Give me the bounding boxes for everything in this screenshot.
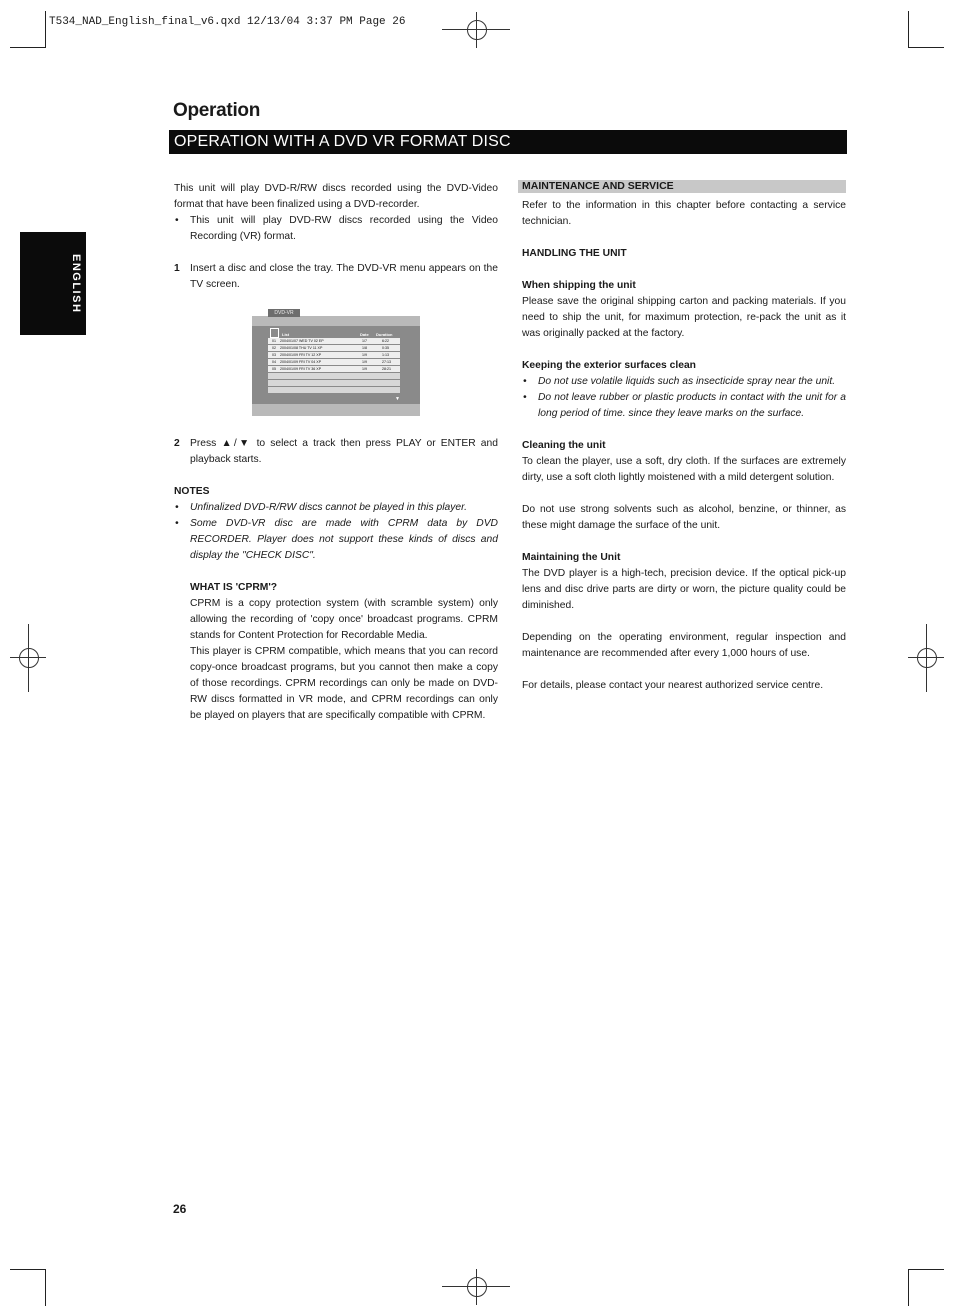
- list-item: • This unit will play DVD-RW discs recorded using the Video Recording (VR) format.: [175, 215, 498, 242]
- step-text: Insert a disc and close the tray. The DVD-VR menu appears on the TV screen.: [190, 263, 498, 290]
- screen-list-label: List: [282, 332, 290, 337]
- page-number: 26: [173, 1202, 187, 1216]
- list-item: • Do not leave rubber or plastic products in contact with the unit for a long period of time. since they leave marks on the surface.: [523, 392, 846, 419]
- shipping-heading: When shipping the unit: [522, 280, 636, 291]
- note-text: Some DVD-VR disc are made with CPRM data by DVD RECORDER. Player does not support these kinds of discs and display the "CHECK DISC".: [190, 518, 498, 561]
- list-item: • Do not use volatile liquids such as insecticide spray near the unit.: [523, 376, 836, 387]
- screen-col-date: Date: [360, 332, 369, 337]
- exterior-heading: Keeping the exterior surfaces clean: [522, 360, 696, 371]
- cleaning-paragraph: Do not use strong solvents such as alcohol, benzine, or thinner, as these might damage the surface of the unit.: [522, 504, 846, 531]
- language-tab-label: ENGLISH: [70, 254, 82, 314]
- chapter-bar: OPERATION WITH A DVD VR FORMAT DISC: [169, 130, 847, 154]
- crop-mark: [45, 1269, 46, 1306]
- dvd-vr-menu-screenshot: [252, 310, 420, 416]
- screen-col-duration: Duration: [376, 332, 393, 337]
- right-column: [522, 180, 846, 694]
- bullet-text: This unit will play DVD-RW discs recorded using the Video Recording (VR) format.: [190, 215, 498, 242]
- screen-row: 03 2004/01/09 FRI TV 12 XP 1/9 1:13: [268, 352, 400, 358]
- intro-paragraph: This unit will play DVD-R/RW discs recorded using the DVD-Video format that have been finalized using a DVD-recorder.: [174, 183, 498, 210]
- maintenance-intro: Refer to the information in this chapter before contacting a service technician.: [522, 200, 846, 227]
- screen-row: 04 2004/01/09 FRI TV 04 XP 1/9 27:13: [268, 359, 400, 365]
- left-column-lower: [174, 436, 498, 724]
- crop-mark: [908, 1269, 909, 1306]
- step-2: [174, 436, 498, 468]
- bullet-text: Do not use volatile liquids such as insecticide spray near the unit.: [538, 376, 836, 387]
- step-number: 1: [174, 263, 180, 274]
- list-item: • Unfinalized DVD-R/RW discs cannot be played in this player.: [175, 502, 467, 513]
- maintaining-paragraph: Depending on the operating environment, regular inspection and maintenance are recommended after every 1,000 hours of use.: [522, 632, 846, 659]
- step-text: Press ▲/▼ to select a track then press PLAY or ENTER and playback starts.: [190, 438, 498, 465]
- handling-heading: HANDLING THE UNIT: [522, 248, 627, 259]
- crop-mark: [10, 1269, 46, 1270]
- cleaning-paragraph: To clean the player, use a soft, dry cloth. If the surfaces are extremely dirty, use a soft cloth lightly moistened with a mild detergent solution.: [522, 456, 846, 483]
- screen-row-empty: [268, 380, 400, 386]
- screen-tab: DVD-VR: [268, 309, 300, 317]
- shipping-paragraph: Please save the original shipping carton and packing materials. If you need to ship the unit, for maximum protection, re-pack the unit as it was originally packed at the factory.: [522, 296, 846, 339]
- screen-row-empty: [268, 373, 400, 379]
- notes-heading: NOTES: [174, 486, 210, 497]
- crop-mark: [908, 1269, 944, 1270]
- bullet-text: Do not leave rubber or plastic products in contact with the unit for a long period of time. since they leave marks on the surface.: [538, 392, 846, 419]
- crop-mark: [908, 11, 909, 48]
- screen-row: 05 2004/01/09 FRI TV 36 XP 1/9 28:21: [268, 366, 400, 372]
- step-1: [174, 261, 498, 293]
- maintaining-heading: Maintaining the Unit: [522, 552, 621, 563]
- section-title: Operation: [173, 100, 261, 121]
- cprm-paragraph: CPRM is a copy protection system (with scramble system) only allowing the recording of 'copy once' broadcast programs. CPRM stands for Content Protection for Recordable Media.: [190, 598, 498, 641]
- cprm-paragraph: This player is CPRM compatible, which means that you can record copy-once broadcast programs, but you cannot then make a copy of those recordings. CPRM recordings can only be made on DVD-RW discs formatted in VR mode, and CPRM recordings can only be played on players that are specifically compatible with CPRM.: [190, 646, 498, 721]
- maintaining-paragraph: The DVD player is a high-tech, precision device. If the optical pick-up lens and disc drive parts are dirty or worn, the picture quality could be diminished.: [522, 568, 846, 611]
- disc-icon: [270, 328, 279, 338]
- screen-row-empty: [268, 387, 400, 393]
- crop-mark: [908, 47, 944, 48]
- crop-mark: [10, 47, 46, 48]
- scroll-down-icon: ▼: [395, 396, 400, 402]
- cprm-heading: WHAT IS 'CPRM'?: [190, 582, 278, 593]
- maintenance-heading: MAINTENANCE AND SERVICE: [518, 180, 846, 193]
- note-text: Unfinalized DVD-R/RW discs cannot be played in this player.: [190, 502, 467, 513]
- screen-row: 01 2004/01/07 WED TV 02 EP 1/7 6:22: [268, 338, 400, 344]
- file-slug: T534_NAD_English_final_v6.qxd 12/13/04 3:37 PM Page 26: [49, 16, 406, 28]
- list-item: • Some DVD-VR disc are made with CPRM data by DVD RECORDER. Player does not support these kinds of discs and display the "CHECK DISC".: [175, 518, 498, 561]
- step-number: 2: [174, 438, 180, 449]
- left-column: [174, 181, 498, 293]
- cleaning-heading: Cleaning the unit: [522, 440, 606, 451]
- language-tab: [20, 232, 86, 335]
- crop-mark: [45, 11, 46, 48]
- screen-row: 02 2004/01/08 THU TV 11 XP 1/8 0:35: [268, 345, 400, 351]
- maintaining-paragraph: For details, please contact your nearest authorized service centre.: [522, 680, 824, 691]
